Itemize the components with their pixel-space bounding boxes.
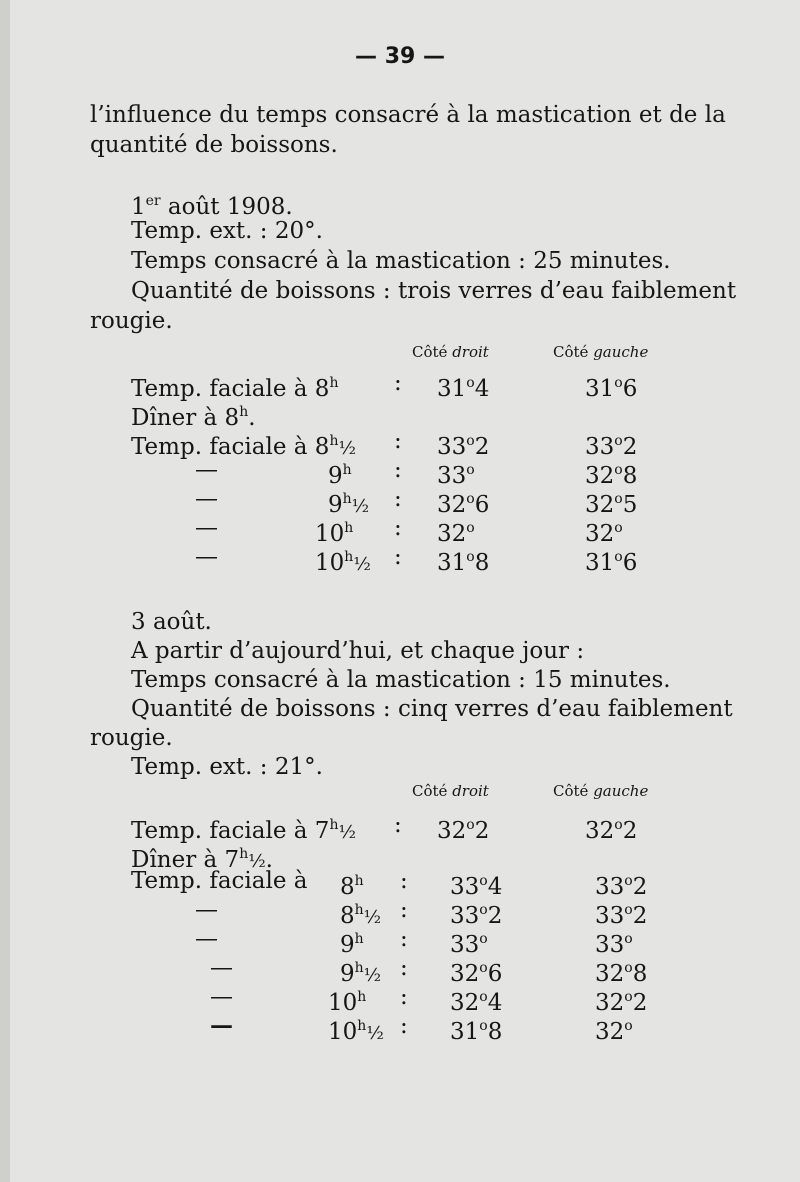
s2-row-time: 9$^h$½ xyxy=(340,960,382,987)
s1-row-gauche: 33$^o$2 xyxy=(585,433,638,460)
s1-row-droit: 32$^o$ xyxy=(437,520,475,547)
s2-row-gauche: 32$^o$ xyxy=(595,1018,633,1045)
section2-header-droit: Côté droit xyxy=(412,782,489,800)
section2-temp-ext: Temp. ext. : 21°. xyxy=(131,754,323,780)
section2-header-gauche: Côté gauche xyxy=(553,782,649,800)
s1-row-droit: 32$^o$6 xyxy=(437,491,490,518)
s2-row-sep: : xyxy=(400,955,408,981)
s1-row-sep: : xyxy=(394,370,402,396)
s1-row-sep: : xyxy=(394,486,402,512)
s2-row-droit: 32$^o$6 xyxy=(450,960,503,987)
s1-row-label: Temp. faciale à 8$^h$ xyxy=(131,375,339,402)
s2-row-droit: 33$^o$2 xyxy=(450,902,503,929)
s2-row-sep: : xyxy=(394,812,402,838)
s2-row-droit: 32$^o$4 xyxy=(450,989,503,1016)
s1-row-time: 9$^h$ xyxy=(328,462,352,489)
s2-row-gauche: 33$^o$2 xyxy=(595,902,648,929)
s1-row-dash: — xyxy=(195,544,218,570)
s2-row-time: 8$^h$½ xyxy=(340,902,382,929)
s2-row-sep: : xyxy=(400,1013,408,1039)
s1-row-sep: : xyxy=(394,457,402,483)
section1-mastication: Temps consacré à la mastication : 25 minutes. xyxy=(131,248,671,274)
s2-row-sep: : xyxy=(400,984,408,1010)
s1-row-dash: — xyxy=(195,486,218,512)
section2-boissons-2: rougie. xyxy=(90,725,173,751)
s1-row-sep: : xyxy=(394,515,402,541)
s1-row-droit: 31$^o$4 xyxy=(437,375,490,402)
section1-boissons-1: Quantité de boissons : trois verres d’eau faiblement xyxy=(131,278,737,304)
page-number: — 39 — xyxy=(355,44,445,69)
s1-row-gauche: 31$^o$6 xyxy=(585,549,638,576)
s2-row-time: 10$^h$½ xyxy=(328,1018,384,1045)
s2-row-gauche: 32$^o$2 xyxy=(585,817,638,844)
s1-row-time: 10$^h$½ xyxy=(315,549,371,576)
s2-diner: Dîner à 7$^h$½. xyxy=(131,846,273,873)
section1-boissons-2: rougie. xyxy=(90,308,173,334)
s1-row-sep: : xyxy=(394,428,402,454)
s1-row-gauche: 32$^o$8 xyxy=(585,462,638,489)
s2-row-dash: — xyxy=(210,955,233,981)
s1-row-droit: 31$^o$8 xyxy=(437,549,490,576)
s2-row-droit: 31$^o$8 xyxy=(450,1018,503,1045)
s1-diner: Dîner à 8$^h$. xyxy=(131,404,256,431)
s1-row-gauche: 32$^o$5 xyxy=(585,491,638,518)
s1-row-droit: 33$^o$ xyxy=(437,462,475,489)
s1-row-gauche: 31$^o$6 xyxy=(585,375,638,402)
intro-line-1: l’influence du temps consacré à la mastication et de la xyxy=(90,102,726,128)
s1-row-time: 9$^h$½ xyxy=(328,491,370,518)
s2-row-time: 8$^h$ xyxy=(340,873,364,900)
section2-depuis: A partir d’aujourd’hui, et chaque jour : xyxy=(131,638,585,664)
s2-row-gauche: 33$^o$2 xyxy=(595,873,648,900)
section1-temp-ext: Temp. ext. : 20°. xyxy=(131,218,323,244)
s2-row-label: Temp. faciale à 7$^h$½ xyxy=(131,817,356,844)
s1-row-droit: 33$^o$2 xyxy=(437,433,490,460)
s2-row-dash: — xyxy=(210,1012,233,1039)
s1-row-sep: : xyxy=(394,544,402,570)
section1-date: 1er août 1908. xyxy=(131,193,293,220)
s1-row-dash: — xyxy=(195,457,218,483)
s2-row-droit: 33$^o$4 xyxy=(450,873,503,900)
s2-row-label: Temp. faciale à xyxy=(131,868,308,894)
s1-row-label: Temp. faciale à 8$^h$½ xyxy=(131,433,356,460)
s2-row-time: 10$^h$ xyxy=(328,989,367,1016)
s2-row-gauche: 33$^o$ xyxy=(595,931,633,958)
section1-header-droit: Côté droit xyxy=(412,343,489,361)
s2-row-sep: : xyxy=(400,897,408,923)
section2-boissons-1: Quantité de boissons : cinq verres d’eau faiblement xyxy=(131,696,733,722)
s2-row-gauche: 32$^o$8 xyxy=(595,960,648,987)
section2-mastication: Temps consacré à la mastication : 15 minutes. xyxy=(131,667,671,693)
s1-row-dash: — xyxy=(195,515,218,541)
s2-row-dash: — xyxy=(210,984,233,1010)
s2-row-time: 9$^h$ xyxy=(340,931,364,958)
s2-row-dash: — xyxy=(195,926,218,952)
s2-row-droit: 32$^o$2 xyxy=(437,817,490,844)
section1-header-gauche: Côté gauche xyxy=(553,343,649,361)
s2-row-sep: : xyxy=(400,868,408,894)
intro-line-2: quantité de boissons. xyxy=(90,132,338,158)
s1-row-time: 10$^h$ xyxy=(315,520,354,547)
s2-row-droit: 33$^o$ xyxy=(450,931,488,958)
section2-date: 3 août. xyxy=(131,609,212,635)
scan-edge xyxy=(0,0,10,1182)
s2-row-dash: — xyxy=(195,897,218,923)
s2-row-sep: : xyxy=(400,926,408,952)
s1-row-gauche: 32$^o$ xyxy=(585,520,623,547)
s2-row-gauche: 32$^o$2 xyxy=(595,989,648,1016)
